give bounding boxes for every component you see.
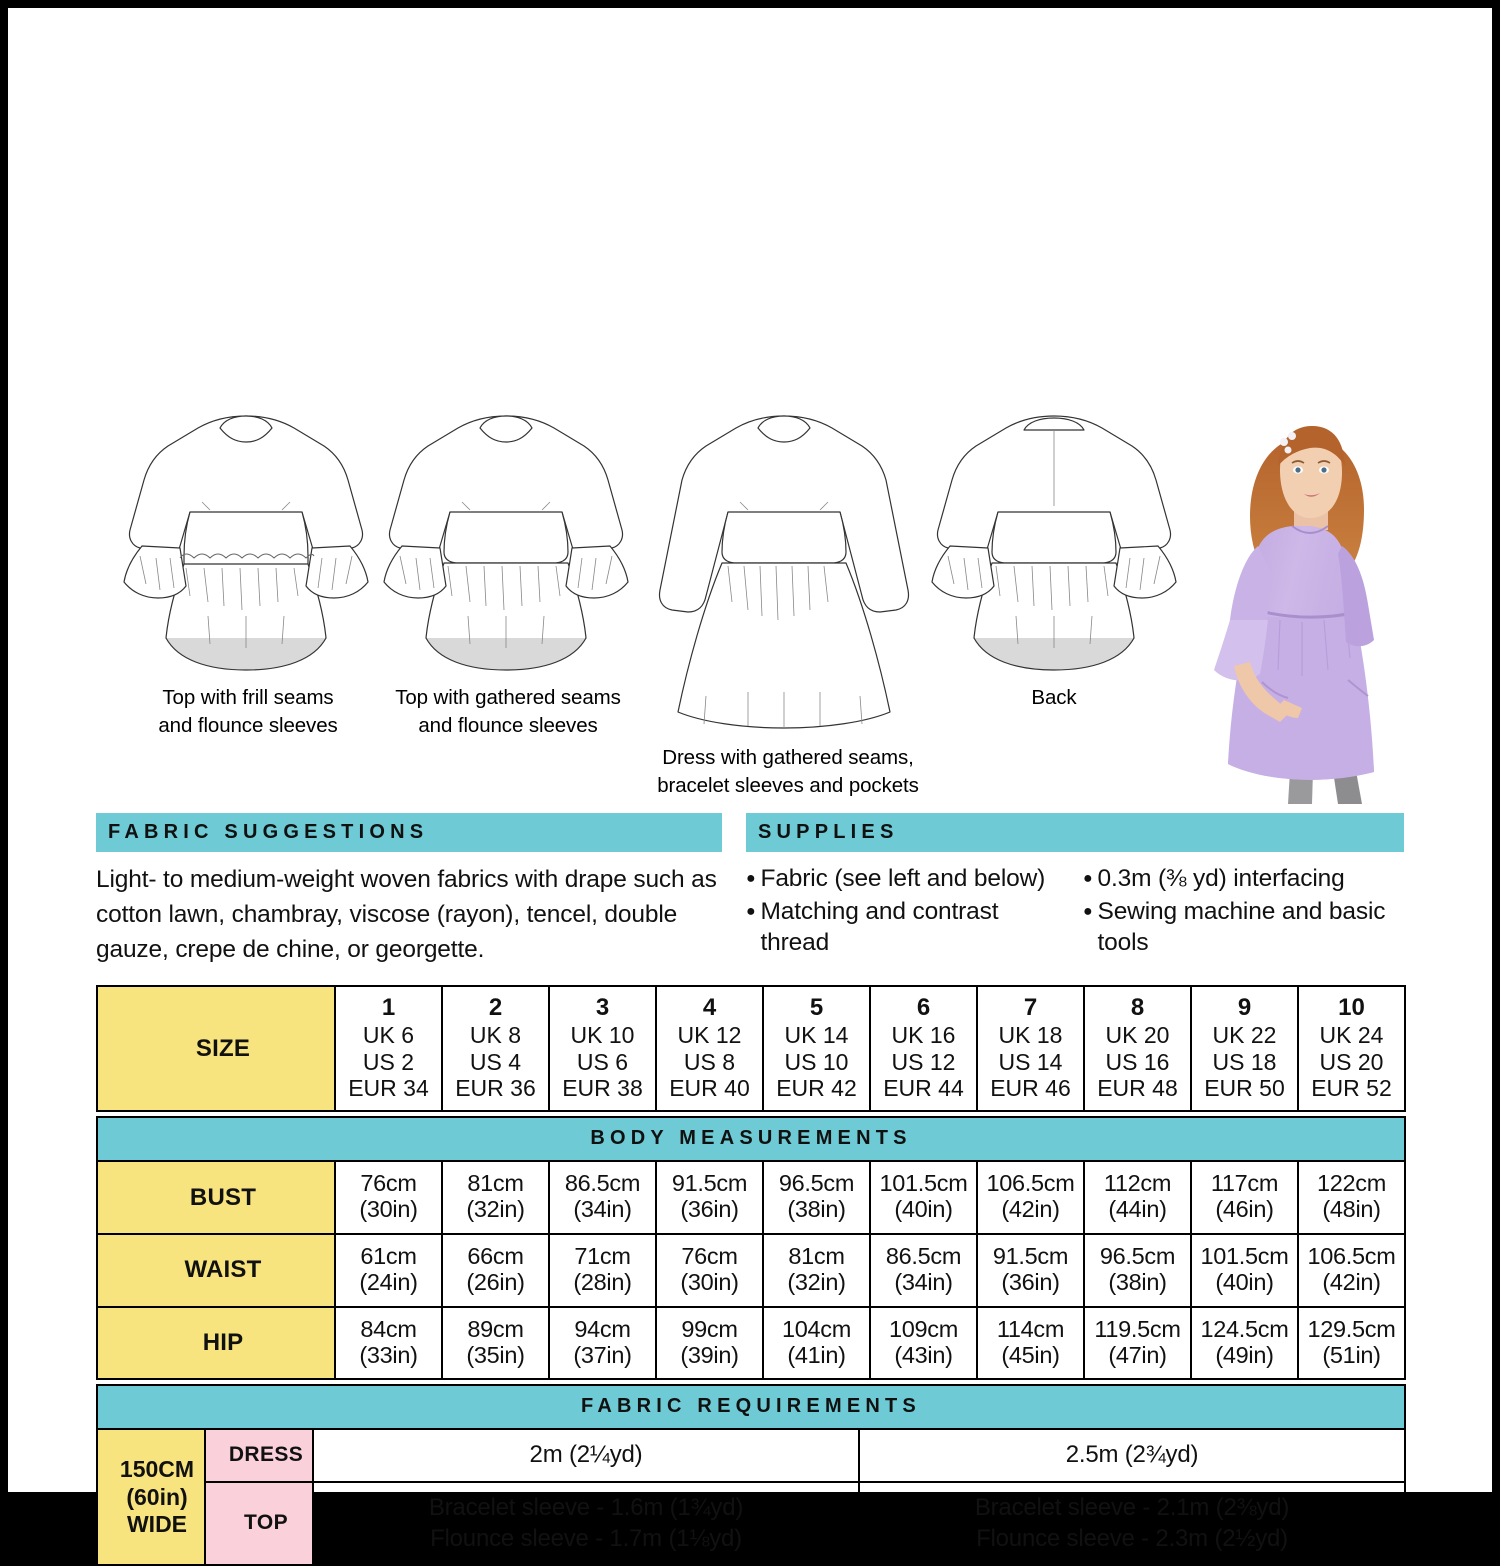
size-uk: UK 10	[570, 1021, 635, 1048]
measurement-cell	[335, 1234, 442, 1307]
measurement-cell	[1298, 1161, 1405, 1234]
variant-label-dress: DRESS	[205, 1429, 313, 1481]
caption-line: and flounce sleeves	[158, 714, 338, 738]
size-us: US 16	[1105, 1048, 1170, 1075]
value-cm: 66cm	[467, 1243, 524, 1269]
row-label-hip: HIP	[97, 1307, 335, 1380]
size-eur: EUR 48	[1097, 1075, 1178, 1102]
measurement-cell	[549, 1234, 656, 1307]
size-us: US 20	[1319, 1048, 1384, 1075]
value-cm: 106.5cm	[1307, 1243, 1396, 1269]
value-cm: 86.5cm	[564, 1170, 641, 1197]
value-in: (30in)	[359, 1196, 418, 1223]
table-row	[97, 1161, 1405, 1234]
value-in: (45in)	[1001, 1341, 1060, 1368]
req-line: Bracelet sleeve - 2.1m (2⅜yd)	[974, 1493, 1290, 1521]
size-eur: EUR 38	[562, 1075, 643, 1102]
size-uk: UK 18	[998, 1021, 1063, 1048]
value-cm: 76cm	[360, 1170, 417, 1197]
supply-item	[746, 863, 1067, 894]
measurement-cell	[870, 1161, 977, 1234]
illustration-strip	[8, 8, 1492, 803]
bullet-icon: ●	[1083, 870, 1093, 887]
value-in: (36in)	[680, 1196, 739, 1223]
caption-line: Back	[1031, 686, 1077, 709]
technical-flat-top-gathered	[376, 406, 636, 738]
value-in: (44in)	[1108, 1196, 1167, 1223]
body-measurements-table	[96, 1116, 1406, 1380]
measurement-cell	[335, 1161, 442, 1234]
supply-label: Fabric (see left and below)	[760, 865, 1046, 892]
size-eur: EUR 50	[1204, 1075, 1285, 1102]
size-number: 3	[595, 994, 610, 1021]
value-in: (39in)	[680, 1341, 739, 1368]
size-us: US 12	[891, 1048, 956, 1075]
value-cm: 101.5cm	[1200, 1243, 1289, 1269]
size-uk: UK 16	[891, 1021, 956, 1048]
req-line: Flounce sleeve - 1.7m (1⅛yd)	[430, 1524, 742, 1552]
size-column	[442, 986, 549, 1111]
row-label-bust: BUST	[97, 1161, 335, 1234]
measurement-cell	[1191, 1307, 1298, 1380]
size-us: US 2	[362, 1048, 415, 1075]
supply-label: Matching and contrast thread	[760, 898, 999, 957]
value-in: (26in)	[466, 1268, 525, 1295]
supply-label: 0.3m (⅜ yd) interfacing	[1097, 865, 1345, 892]
size-uk: UK 8	[469, 1021, 522, 1048]
value-in: (34in)	[894, 1268, 953, 1295]
value-in: (47in)	[1108, 1341, 1167, 1368]
value-in: (32in)	[466, 1196, 525, 1223]
value-in: (48in)	[1322, 1196, 1381, 1223]
bullet-icon: ●	[746, 903, 756, 921]
measurement-cell	[763, 1234, 870, 1307]
value-in: (30in)	[680, 1268, 739, 1295]
pattern-envelope-page	[8, 8, 1492, 1552]
measurement-cell	[763, 1161, 870, 1234]
width-line: 150CM	[119, 1456, 195, 1483]
value-in: (41in)	[787, 1341, 846, 1368]
value-cm: 96.5cm	[1099, 1243, 1176, 1269]
size-number: 6	[916, 994, 931, 1021]
fabric-req-right-dress	[859, 1429, 1405, 1481]
size-column	[656, 986, 763, 1111]
bullet-icon: ●	[746, 870, 756, 887]
value-in: (38in)	[787, 1196, 846, 1223]
supplies-column-left	[746, 863, 1067, 960]
measurement-cell	[1191, 1234, 1298, 1307]
size-table	[96, 985, 1406, 1112]
size-column	[549, 986, 656, 1111]
size-number: 9	[1237, 994, 1252, 1021]
size-uk: UK 6	[362, 1021, 415, 1048]
value-cm: 129.5cm	[1307, 1315, 1396, 1342]
caption-line: Top with frill seams	[162, 686, 334, 709]
value-in: (38in)	[1108, 1268, 1167, 1295]
measurement-cell	[549, 1161, 656, 1234]
value-in: (35in)	[466, 1341, 525, 1368]
size-eur: EUR 44	[883, 1075, 964, 1102]
supplies-heading: SUPPLIES	[746, 813, 1404, 852]
table-row	[97, 1429, 1405, 1481]
table-row	[97, 1234, 1405, 1307]
value-cm: 117cm	[1210, 1170, 1279, 1197]
width-line: WIDE	[126, 1510, 188, 1537]
size-eur: EUR 34	[348, 1075, 429, 1102]
size-number: 8	[1130, 994, 1145, 1021]
measurement-cell	[870, 1307, 977, 1380]
req-line: 2.5m (2¾yd)	[1065, 1441, 1199, 1469]
technical-flat-top-frill	[116, 406, 376, 738]
value-cm: 99cm	[681, 1315, 738, 1342]
size-us: US 14	[998, 1048, 1063, 1075]
value-in: (34in)	[573, 1196, 632, 1223]
measurement-cell	[442, 1161, 549, 1234]
measurement-cell	[1084, 1307, 1191, 1380]
size-number: 10	[1338, 994, 1365, 1021]
value-in: (40in)	[894, 1196, 953, 1223]
value-cm: 96.5cm	[778, 1170, 855, 1197]
size-us: US 10	[784, 1048, 849, 1075]
size-number: 2	[488, 994, 503, 1021]
measurement-cell	[656, 1234, 763, 1307]
value-cm: 81cm	[788, 1243, 845, 1269]
measurement-cell	[656, 1307, 763, 1380]
value-in: (42in)	[1001, 1196, 1060, 1223]
size-column	[1191, 986, 1298, 1111]
fabric-req-right-top	[859, 1482, 1405, 1565]
size-us: US 8	[683, 1048, 736, 1075]
measurement-cell	[335, 1307, 442, 1380]
fabric-req-left-top	[313, 1482, 859, 1565]
value-cm: 109cm	[888, 1315, 959, 1342]
measurement-cell	[763, 1307, 870, 1380]
value-cm: 81cm	[467, 1170, 524, 1197]
measurement-cell	[1191, 1161, 1298, 1234]
req-line: Flounce sleeve - 2.3m (2½yd)	[976, 1524, 1288, 1552]
size-number: 7	[1023, 994, 1038, 1021]
technical-flat-dress	[644, 406, 924, 798]
value-cm: 61cm	[360, 1243, 417, 1269]
table-row	[97, 1307, 1405, 1380]
supply-item	[1083, 863, 1404, 894]
size-column	[1084, 986, 1191, 1111]
size-uk: UK 22	[1212, 1021, 1277, 1048]
width-line: (60in)	[126, 1483, 188, 1510]
measurement-cell	[549, 1307, 656, 1380]
size-us: US 6	[576, 1048, 629, 1075]
value-in: (42in)	[1322, 1268, 1381, 1295]
fabric-req-left-dress	[313, 1429, 859, 1481]
value-in: (37in)	[573, 1341, 632, 1368]
table-row	[97, 1482, 1405, 1565]
value-cm: 91.5cm	[671, 1170, 748, 1197]
size-number: 1	[381, 994, 396, 1021]
size-eur: EUR 36	[455, 1075, 536, 1102]
fabric-requirements-band	[97, 1385, 1405, 1429]
size-column	[977, 986, 1084, 1111]
size-eur: EUR 42	[776, 1075, 857, 1102]
value-in: (28in)	[573, 1268, 632, 1295]
measurement-cell	[1298, 1234, 1405, 1307]
caption-dress	[578, 744, 998, 800]
value-cm: 91.5cm	[992, 1243, 1069, 1269]
caption-line: Top with gathered seams	[395, 686, 621, 709]
value-in: (33in)	[359, 1341, 418, 1368]
variant-label-top: TOP	[205, 1482, 313, 1565]
row-label-waist: WAIST	[97, 1234, 335, 1307]
value-cm: 89cm	[467, 1315, 524, 1342]
size-column	[870, 986, 977, 1111]
supply-label: Sewing machine and basic tools	[1097, 898, 1386, 957]
size-column	[1298, 986, 1405, 1111]
req-line: Bracelet sleeve - 1.6m (1¾yd)	[428, 1493, 744, 1521]
value-cm: 76cm	[681, 1243, 738, 1269]
measurement-cell	[977, 1307, 1084, 1380]
value-cm: 84cm	[360, 1315, 417, 1342]
value-cm: 112cm	[1103, 1170, 1172, 1197]
body-measurements-band	[97, 1117, 1405, 1161]
value-in: (51in)	[1322, 1341, 1381, 1368]
supply-item	[1083, 896, 1404, 958]
supplies-column-right	[1083, 863, 1404, 960]
caption-line: and flounce sleeves	[418, 714, 598, 738]
model-photo	[1188, 408, 1418, 808]
size-number: 4	[702, 994, 717, 1021]
measurement-cell	[977, 1234, 1084, 1307]
size-eur: EUR 40	[669, 1075, 750, 1102]
measurement-cell	[1084, 1234, 1191, 1307]
value-cm: 114cm	[996, 1315, 1065, 1342]
value-cm: 106.5cm	[986, 1170, 1075, 1197]
supplies-panel	[746, 813, 1404, 960]
value-in: (43in)	[894, 1341, 953, 1368]
req-line: 2m (2¼yd)	[529, 1441, 643, 1469]
value-cm: 119.5cm	[1094, 1315, 1181, 1342]
measurement-cell	[870, 1234, 977, 1307]
technical-flat-back	[924, 406, 1184, 709]
fabric-suggestions-body: Light- to medium-weight woven fabrics with drape such as cotton lawn, chambray, viscose (rayon), tencel, double gauze, crepe de chine, or georgette.	[96, 866, 717, 963]
size-number: 5	[809, 994, 824, 1021]
supply-item	[746, 896, 1067, 958]
value-in: (36in)	[1001, 1268, 1060, 1295]
measurement-cell	[1084, 1161, 1191, 1234]
value-cm: 71cm	[574, 1243, 631, 1269]
measurement-cell	[442, 1307, 549, 1380]
value-in: (40in)	[1215, 1268, 1274, 1295]
value-in: (24in)	[359, 1268, 418, 1295]
fabric-suggestions-heading: FABRIC SUGGESTIONS	[96, 813, 722, 852]
size-eur: EUR 46	[990, 1075, 1071, 1102]
caption-back	[924, 684, 1184, 712]
value-in: (49in)	[1215, 1341, 1274, 1368]
caption-line: Dress with gathered seams,	[662, 746, 914, 769]
measurement-tables	[96, 985, 1404, 1566]
size-column	[763, 986, 870, 1111]
size-column	[335, 986, 442, 1111]
fabric-width-label	[97, 1429, 205, 1565]
value-cm: 94cm	[574, 1315, 631, 1342]
measurement-cell	[656, 1161, 763, 1234]
bullet-icon: ●	[1083, 903, 1093, 921]
body-measurements-heading: BODY MEASUREMENTS	[97, 1117, 1405, 1161]
size-us: US 18	[1212, 1048, 1277, 1075]
measurement-cell	[442, 1234, 549, 1307]
measurement-cell	[977, 1161, 1084, 1234]
fabric-requirements-table	[96, 1384, 1406, 1566]
value-cm: 104cm	[781, 1315, 852, 1342]
size-uk: UK 20	[1105, 1021, 1170, 1048]
size-label: SIZE	[97, 986, 335, 1111]
value-in: (32in)	[787, 1268, 846, 1295]
size-eur: EUR 52	[1311, 1075, 1392, 1102]
fabric-requirements-heading: FABRIC REQUIREMENTS	[97, 1385, 1405, 1429]
size-us: US 4	[469, 1048, 522, 1075]
size-uk: UK 24	[1319, 1021, 1384, 1048]
size-uk: UK 14	[784, 1021, 849, 1048]
caption-line: bracelet sleeves and pockets	[657, 774, 919, 798]
value-cm: 101.5cm	[879, 1170, 968, 1197]
fabric-suggestions-panel	[96, 813, 722, 967]
size-header-row	[97, 986, 1405, 1111]
value-cm: 122cm	[1316, 1170, 1387, 1197]
size-uk: UK 12	[677, 1021, 742, 1048]
measurement-cell	[1298, 1307, 1405, 1380]
value-cm: 124.5cm	[1200, 1315, 1289, 1342]
value-in: (46in)	[1215, 1196, 1274, 1223]
value-cm: 86.5cm	[885, 1243, 962, 1269]
